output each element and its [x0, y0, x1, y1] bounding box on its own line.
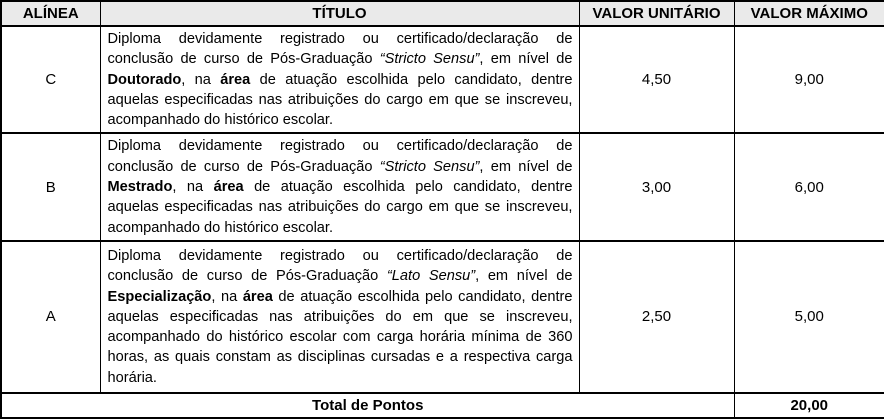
alinea-cell: B [1, 133, 100, 240]
table-row [1, 133, 884, 240]
header-cell-alinea: ALÍNEA [1, 1, 100, 26]
valor-unitario-cell: 4,50 [579, 26, 734, 133]
valor-unitario-cell: 2,50 [579, 241, 734, 393]
header-cell-titulo: TÍTULO [100, 1, 579, 26]
total-value-cell: 20,00 [734, 393, 884, 418]
header-cell-valor-unitario: VALOR UNITÁRIO [579, 1, 734, 26]
valor-maximo-cell: 9,00 [734, 26, 884, 133]
total-label-cell: Total de Pontos [1, 393, 734, 418]
alinea-cell: A [1, 241, 100, 393]
header-row [1, 1, 884, 26]
total-row [1, 393, 884, 418]
titulo-cell: Diploma devidamente registrado ou certificado/declaração de conclusão de curso de Pós-Graduação “Lato Sensu”, em nível de Especialização, na área de atuação escolhida pelo candidato, dentre aquelas especificadas nas atribuições do em que se inscreveu, acompanhado do histórico escolar com carga horária mínima de 360 horas, as quais constam as disciplinas cursadas e a respectiva carga horária. [100, 241, 579, 393]
table-row [1, 241, 884, 393]
valor-maximo-cell: 5,00 [734, 241, 884, 393]
table-row [1, 26, 884, 133]
titulo-cell: Diploma devidamente registrado ou certificado/declaração de conclusão de curso de Pós-Graduação “Stricto Sensu”, em nível de Mestrado, na área de atuação escolhida pelo candidato, dentre aquelas especificadas nas atribuições do cargo em que se inscreveu, acompanhado do histórico escolar. [100, 133, 579, 240]
valor-unitario-cell: 3,00 [579, 133, 734, 240]
titulo-cell: Diploma devidamente registrado ou certificado/declaração de conclusão de curso de Pós-Graduação “Stricto Sensu”, em nível de Doutorado, na área de atuação escolhida pelo candidato, dentre aquelas especificadas nas atribuições do cargo em que se inscreveu, acompanhado do histórico escolar. [100, 26, 579, 133]
valor-maximo-cell: 6,00 [734, 133, 884, 240]
alinea-cell: C [1, 26, 100, 133]
header-cell-valor-maximo: VALOR MÁXIMO [734, 1, 884, 26]
